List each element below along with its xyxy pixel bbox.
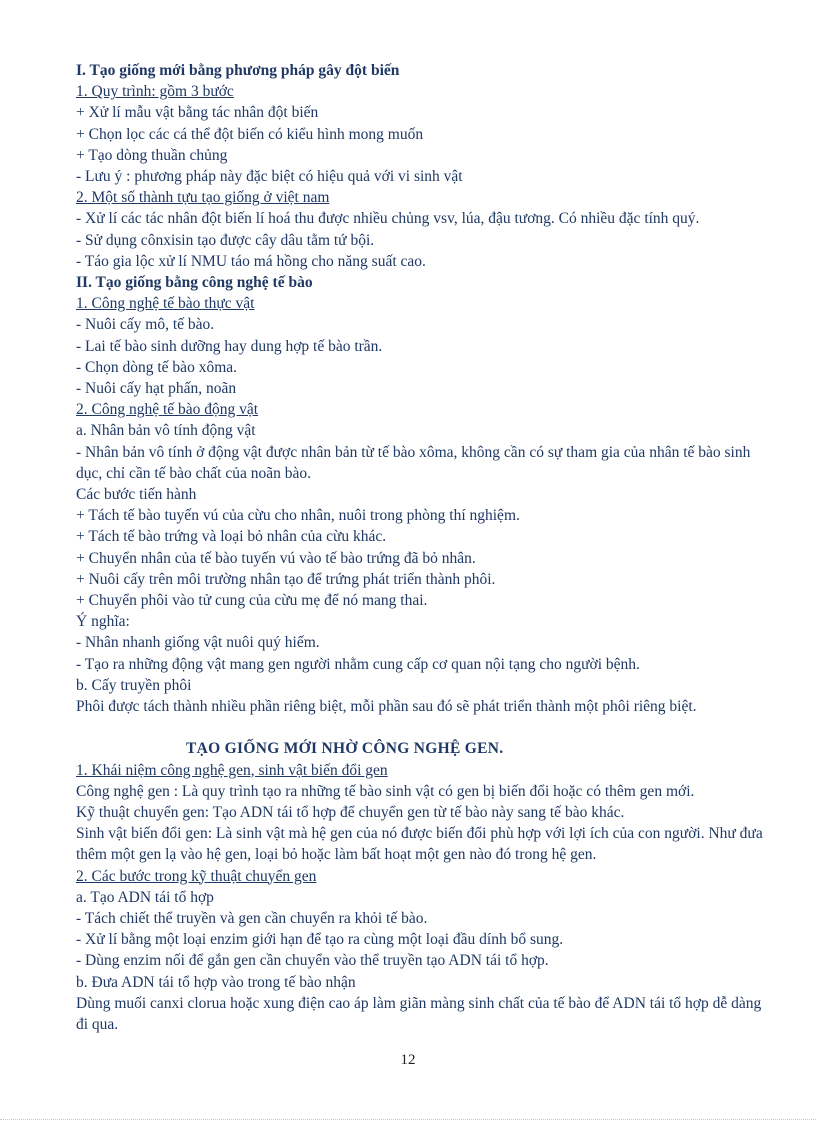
text-line: b. Đưa ADN tái tổ hợp vào trong tế bào nhận [76, 973, 356, 991]
text-line: - Tạo ra những động vật mang gen người nhằm cung cấp cơ quan nội tạng cho người bệnh. [76, 655, 640, 673]
document-body [76, 60, 776, 1035]
subsection-heading: 2. Một số thành tựu tạo giống ở việt nam [76, 189, 330, 207]
text-line: + Chọn lọc các cá thể đột biến có kiểu hình mong muốn [76, 125, 424, 143]
text-line: + Chuyển phôi vào tử cung của cừu mẹ để nó mang thai. [76, 592, 428, 610]
text-line: - Táo gia lộc xử lí NMU táo má hồng cho năng suất cao. [76, 252, 426, 270]
text-line: a. Nhân bản vô tính động vật [76, 422, 256, 440]
subsection-heading: 2. Công nghệ tế bào động vật [76, 401, 259, 419]
text-line: b. Cấy truyền phôi [76, 676, 192, 694]
text-line: + Tách tế bào trứng và loại bỏ nhân của cừu khác. [76, 528, 387, 546]
text-line: - Lưu ý : phương pháp này đặc biệt có hiệu quả với vi sinh vật [76, 168, 463, 186]
text-line: - Nhân nhanh giống vật nuôi quý hiếm. [76, 634, 320, 652]
text-line: Kỹ thuật chuyển gen: Tạo ADN tái tổ hợp để chuyển gen từ tế bào này sang tế bào khác. [76, 803, 625, 821]
paragraph: Dùng muối canxi clorua hoặc xung điện cao áp làm giãn màng sinh chất của tế bào để ADN tái tổ hợp dễ dàng đi qua. [76, 994, 762, 1033]
paragraph: Sinh vật biến đổi gen: Là sinh vật mà hệ gen của nó được biến đổi phù hợp với lợi ích của con người. Như đưa thêm một gen lạ vào hệ gen, loại bỏ hoặc làm bất hoạt một gen nào đó trong hệ gen. [76, 825, 763, 864]
subsection-heading: 1. Công nghệ tế bào thực vật [76, 295, 255, 313]
text-line: + Xử lí mẫu vật bằng tác nhân đột biến [76, 104, 319, 122]
text-line: - Nuôi cấy mô, tế bào. [76, 316, 215, 334]
text-line: + Tạo dòng thuần chủng [76, 146, 228, 164]
text-line: Công nghệ gen : Là quy trình tạo ra những tế bào sinh vật có gen bị biến đổi hoặc có thêm gen mới. [76, 782, 695, 800]
subsection-heading: 1. Quy trình: gồm 3 bước [76, 83, 234, 101]
paragraph: - Nhân bản vô tính ở động vật được nhân bản từ tế bào xôma, không cần có sự tham gia của nhân tế bào sinh dục, chỉ cần tế bào chất của noãn bào. [76, 443, 751, 482]
text-line: - Lai tế bào sinh dưỡng hay dung hợp tế bào trần. [76, 337, 383, 355]
page-footer-divider [0, 1119, 816, 1120]
chapter-title: TẠO GIỐNG MỚI NHỜ CÔNG NGHỆ GEN. [186, 740, 504, 758]
text-line: - Sử dụng cônxisin tạo được cây dâu tằm tứ bội. [76, 231, 375, 249]
text-line: - Dùng enzim nối để gắn gen cần chuyển vào thể truyền tạo ADN tái tổ hợp. [76, 952, 549, 970]
section-heading: II. Tạo giống bằng công nghệ tế bào [76, 274, 313, 292]
page-number: 12 [400, 1052, 416, 1068]
section-heading: I. Tạo giống mới bằng phương pháp gây đột biến [76, 62, 400, 79]
text-line: - Tách chiết thể truyền và gen cần chuyển ra khỏi tế bào. [76, 909, 428, 927]
subsection-heading: 2. Các bước trong kỹ thuật chuyển gen [76, 867, 317, 885]
text-line: + Nuôi cấy trên môi trường nhân tạo để trứng phát triển thành phôi. [76, 570, 496, 588]
text-line: + Tách tế bào tuyến vú của cừu cho nhân, nuôi trong phòng thí nghiệm. [76, 507, 520, 525]
text-line: - Nuôi cấy hạt phấn, noãn [76, 380, 237, 398]
text-line: - Xử lí các tác nhân đột biến lí hoá thu được nhiều chủng vsv, lúa, đậu tương. Có nhiều đặc tính quý. [76, 210, 700, 228]
text-line: Phôi được tách thành nhiều phần riêng biệt, mỗi phần sau đó sẽ phát triển thành một phôi riêng biệt. [76, 698, 697, 716]
text-line: - Xử lí bằng một loại enzim giới hạn để tạo ra cùng một loại đầu dính bổ sung. [76, 931, 564, 949]
text-line: Ý nghĩa: [76, 613, 130, 631]
text-line: a. Tạo ADN tái tổ hợp [76, 888, 214, 906]
subsection-heading: 1. Khái niệm công nghệ gen, sinh vật biến đổi gen [76, 761, 388, 779]
text-line: Các bước tiến hành [76, 486, 197, 504]
text-line: + Chuyển nhân của tế bào tuyến vú vào tế bào trứng đã bỏ nhân. [76, 549, 476, 567]
text-line: - Chọn dòng tế bào xôma. [76, 358, 238, 376]
